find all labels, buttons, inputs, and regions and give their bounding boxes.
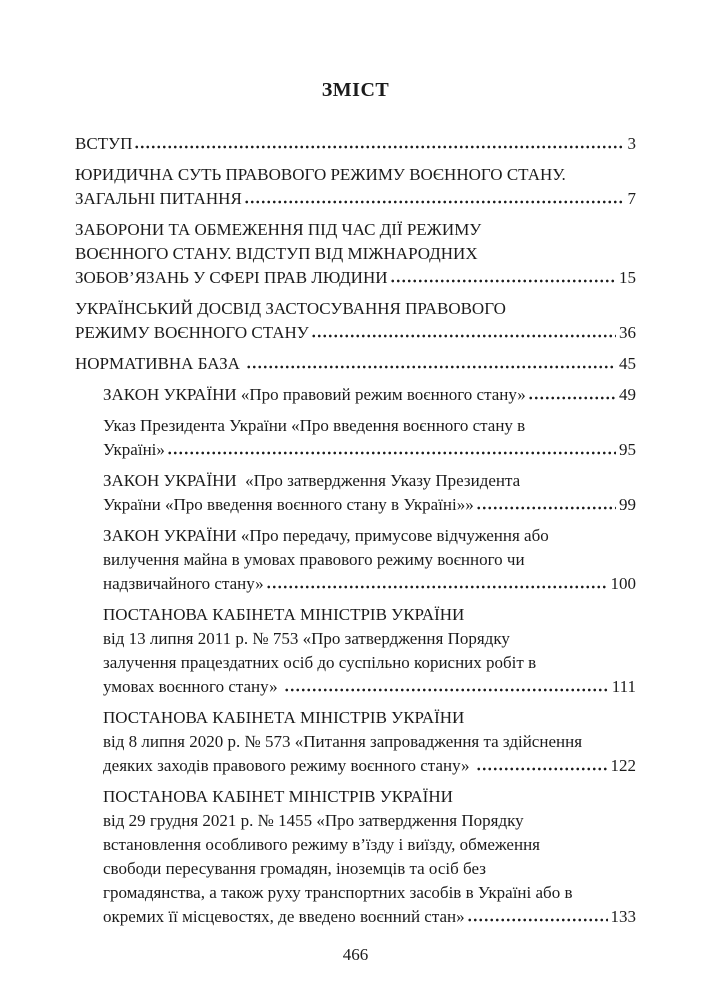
toc-entry [75, 297, 636, 345]
toc-entry [75, 218, 636, 290]
dot-leader [476, 506, 616, 510]
toc-entry-text: РЕЖИМУ ВОЄННОГО СТАНУ [75, 323, 309, 342]
toc-entry [103, 414, 636, 462]
toc-entry [103, 785, 636, 929]
toc-entry-text: ВСТУП [75, 134, 133, 153]
toc-entry-lastline [75, 132, 636, 156]
dot-leader [167, 451, 616, 455]
toc-entry-lastline [103, 905, 636, 929]
toc-page-number: 99 [619, 495, 636, 514]
toc-page-number: 3 [627, 134, 636, 153]
toc-entry-line: встановлення особливого режиму в’їзду і виїзду, обмеження [103, 835, 540, 854]
dot-leader [284, 688, 609, 692]
toc-entry-line: від 29 грудня 2021 р. № 1455 «Про затвердження Порядку [103, 811, 524, 830]
toc-entry-lastline [103, 675, 636, 699]
dot-leader [134, 145, 624, 149]
toc-page-number: 133 [610, 907, 636, 926]
toc-entry-line: ЗАБОРОНИ ТА ОБМЕЖЕННЯ ПІД ЧАС ДІЇ РЕЖИМУ [75, 220, 482, 239]
toc-entry-text: умовах воєнного стану» [103, 677, 282, 696]
toc-page-number: 111 [611, 677, 636, 696]
toc-entry-line: ПОСТАНОВА КАБІНЕТ МІНІСТРІВ УКРАЇНИ [103, 787, 453, 806]
toc-page-number: 122 [610, 756, 636, 775]
toc-entry-lastline [75, 321, 636, 345]
toc-entry-text: Україні» [103, 440, 165, 459]
toc-entry-lastline [75, 266, 636, 290]
toc-entry-line: УКРАЇНСЬКИЙ ДОСВІД ЗАСТОСУВАННЯ ПРАВОВОГО [75, 299, 506, 318]
toc-entry [75, 163, 636, 211]
toc-entry [103, 706, 636, 778]
toc-page-number: 36 [619, 323, 636, 342]
toc-entry [103, 524, 636, 596]
toc-entry-text: ЗАГАЛЬНІ ПИТАННЯ [75, 189, 242, 208]
toc-entry-lastline [103, 493, 636, 517]
page-content [75, 78, 636, 967]
toc-entry-line: ЗАКОН УКРАЇНИ «Про затвердження Указу Президента [103, 471, 521, 490]
dot-leader [390, 279, 616, 283]
toc-entry-text: деяких заходів правового режиму воєнного стану» [103, 756, 474, 775]
toc-entry-line: ЮРИДИЧНА СУТЬ ПРАВОВОГО РЕЖИМУ ВОЄННОГО СТАНУ. [75, 165, 566, 184]
toc-entry-line: свободи пересування громадян, іноземців та осіб без [103, 859, 486, 878]
toc-page-number: 15 [619, 268, 636, 287]
dot-leader [311, 334, 616, 338]
dot-leader [244, 200, 625, 204]
toc-entry-text: ЗАКОН УКРАЇНИ «Про правовий режим воєнного стану» [103, 385, 526, 404]
toc-page-number: 45 [619, 354, 636, 373]
toc-entry [103, 603, 636, 699]
toc-entry-line: ВОЄННОГО СТАНУ. ВІДСТУП ВІД МІЖНАРОДНИХ [75, 244, 478, 263]
toc-entry-lastline [75, 352, 636, 376]
page-number-footer: 466 [342, 945, 369, 964]
toc-entry-line: громадянства, а також руху транспортних засобів в Україні або в [103, 883, 573, 902]
toc-entry [75, 352, 636, 376]
dot-leader [266, 585, 608, 589]
toc-entry-line: від 13 липня 2011 р. № 753 «Про затвердження Порядку [103, 629, 510, 648]
toc-page-number: 7 [627, 189, 636, 208]
dot-leader [528, 396, 616, 400]
toc-page-number: 49 [619, 385, 636, 404]
toc-entry-text: України «Про введення воєнного стану в Україні»» [103, 495, 474, 514]
toc-entry-lastline [75, 187, 636, 211]
toc-list [75, 132, 636, 929]
toc-entry-line: ЗАКОН УКРАЇНИ «Про передачу, примусове відчуження або [103, 526, 549, 545]
dot-leader [467, 918, 608, 922]
toc-entry-line: ПОСТАНОВА КАБІНЕТА МІНІСТРІВ УКРАЇНИ [103, 605, 465, 624]
toc-entry [75, 132, 636, 156]
toc-entry-line: від 8 липня 2020 р. № 573 «Питання запровадження та здійснення [103, 732, 583, 751]
page-title: ЗМІСТ [321, 79, 390, 101]
toc-entry-lastline [103, 572, 636, 596]
toc-entry-line: вилучення майна в умовах правового режиму воєнного чи [103, 550, 525, 569]
toc-entry-text: надзвичайного стану» [103, 574, 264, 593]
toc-page-number: 100 [610, 574, 636, 593]
dot-leader [476, 767, 608, 771]
toc-entry-line: Указ Президента України «Про введення воєнного стану в [103, 416, 526, 435]
toc-entry [103, 383, 636, 407]
toc-entry-lastline [103, 438, 636, 462]
toc-entry-line: ПОСТАНОВА КАБІНЕТА МІНІСТРІВ УКРАЇНИ [103, 708, 465, 727]
toc-page-number: 95 [619, 440, 636, 459]
toc-entry-lastline [103, 383, 636, 407]
toc-entry [103, 469, 636, 517]
toc-entry-line: залучення працездатних осіб до суспільно корисних робіт в [103, 653, 537, 672]
toc-entry-text: НОРМАТИВНА БАЗА [75, 354, 245, 373]
toc-entry-text: ЗОБОВ’ЯЗАНЬ У СФЕРІ ПРАВ ЛЮДИНИ [75, 268, 388, 287]
toc-entry-text: окремих її місцевостях, де введено воєнний стан» [103, 907, 465, 926]
toc-entry-lastline [103, 754, 636, 778]
dot-leader [246, 365, 616, 369]
